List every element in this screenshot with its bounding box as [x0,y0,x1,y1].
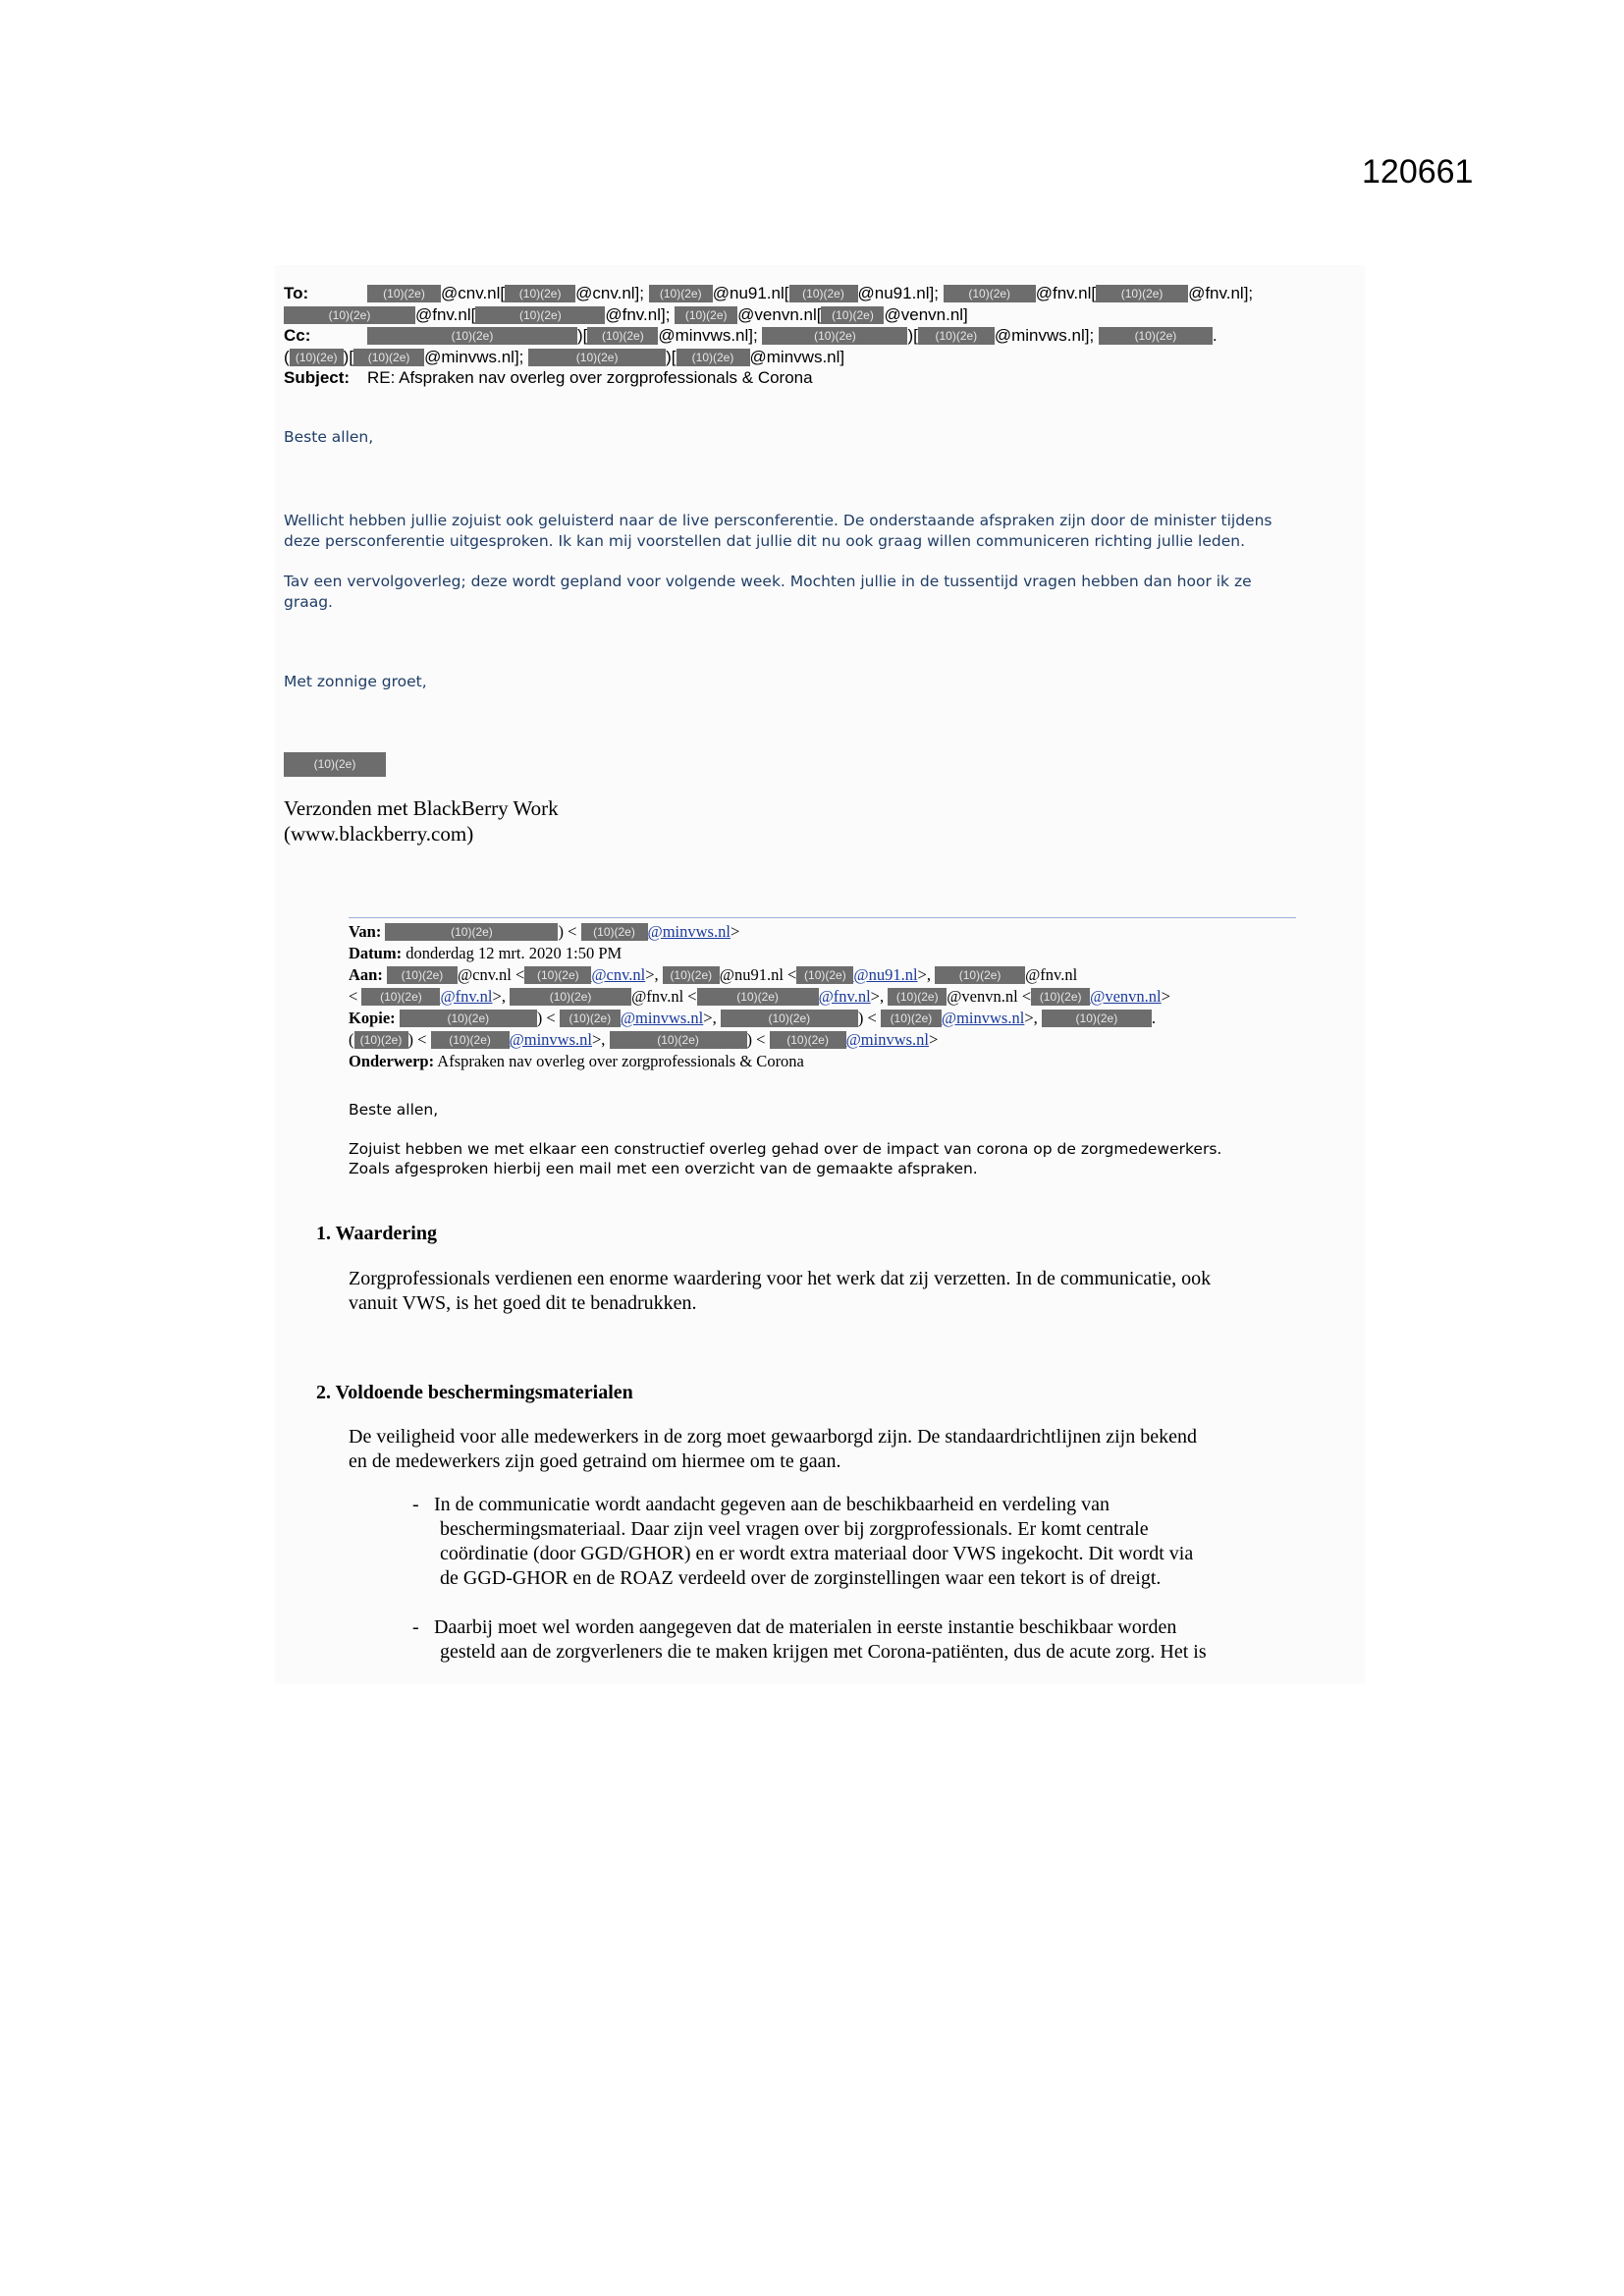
kopie-label: Kopie: [349,1009,396,1027]
section-paragraph-beschermingsmaterialen [349,1425,1311,1474]
redaction: (10)(2e) [524,966,591,984]
redaction: (10)(2e) [400,1010,537,1027]
text-line: Daarbij moet wel worden aangegeven dat de materialen in eerste instantie beschikbaar worden [434,1616,1177,1638]
to-label: To: [284,284,309,302]
email-domain: @venvn.nl[ [737,304,822,324]
redaction: (10)(2e) [944,285,1036,302]
email-link[interactable]: @minvws.nl [509,1030,592,1049]
redaction: (10)(2e) [431,1031,510,1049]
redaction: (10)(2e) [610,1031,747,1049]
datum-text: donderdag 12 mrt. 2020 1:50 PM [406,944,623,962]
email-domain: @fnv.nl [1025,965,1078,984]
redaction: (10)(2e) [721,1010,858,1027]
reply-header [284,283,1344,389]
section-heading-beschermingsmaterialen: 2. Voldoende beschermingsmaterialen [316,1382,633,1403]
document-number: 120661 [1362,153,1474,191]
cc-row-continued: ( (10)(2e) )[ (10)(2e) @minvws.nl]; (10)(2e) )[ (10)(2e) @minvws.nl] [284,347,845,366]
van-label: Van: [349,922,382,941]
onderwerp-row [349,1051,1311,1072]
redaction: (10)(2e) [881,1010,942,1027]
datum-label: Datum: [349,944,403,962]
email-domain: @cnv.nl[ [441,284,506,302]
redaction: (10)(2e) [697,988,819,1006]
aan-row-continued: < (10)(2e) @fnv.nl>, (10)(2e) @fnv.nl < (10)(2e) @fnv.nl>, (10)(2e) @venvn.nl < (10)(2e) @venvn.nl> [349,987,1170,1006]
reply-greeting: Beste allen, [284,428,374,446]
redaction: (10)(2e) [675,306,737,324]
redaction: (10)(2e) [505,285,575,302]
email-domain: @fnv.nl]; [605,304,671,324]
text-line: vanuit VWS, is het goed dit te benadrukken. [349,1292,697,1314]
redaction: (10)(2e) [1031,988,1090,1006]
email-link[interactable]: @fnv.nl [440,987,493,1006]
text-line: (www.blackberry.com) [284,822,474,846]
redaction: (10)(2e) [560,1010,621,1027]
reply-paragraph-2 [284,572,1344,612]
email-link[interactable]: @fnv.nl [818,987,871,1006]
redaction: (10)(2e) [918,327,995,345]
email-link[interactable]: @cnv.nl [591,965,646,984]
redaction: (10)(2e) [587,327,658,345]
redaction: (10)(2e) [387,966,458,984]
bullet-item [412,1615,1276,1665]
signature-redaction: (10)(2e) [284,752,386,777]
text-line: De veiligheid voor alle medewerkers in de zorg moet gewaarborgd zijn. De standaardrichtlijnen zijn bekend [349,1426,1197,1448]
redaction: (10)(2e) [290,349,344,366]
onderwerp-text: Afspraken nav overleg over zorgprofessionals & Corona [437,1052,804,1070]
email-domain: @venvn.nl] [884,304,968,324]
text-line: Wellicht hebben jullie zojuist ook geluisterd naar de live persconferentie. De onderstaande afspraken zijn door de minister tijdens [284,512,1272,529]
redaction: (10)(2e) [796,966,853,984]
to-row-continued [284,304,1344,326]
email-link[interactable]: @venvn.nl [1090,987,1162,1006]
redaction: (10)(2e) [935,966,1025,984]
datum-row [349,943,1311,964]
redaction: (10)(2e) [1096,285,1188,302]
redaction: (10)(2e) [284,306,415,324]
redaction: (10)(2e) [581,923,648,941]
van-row: Van: (10)(2e) ) < (10)(2e) @minvws.nl> [349,922,740,941]
dash-bullet: - [412,1494,419,1515]
redaction: (10)(2e) [528,349,666,366]
redaction: (10)(2e) [770,1031,846,1049]
text-line: Zorgprofessionals verdienen een enorme waardering voor het werk dat zij verzetten. In de communicatie, ook [349,1268,1212,1289]
aan-label: Aan: [349,965,383,984]
redaction: (10)(2e) [888,988,947,1006]
reply-paragraph-1 [284,511,1344,551]
text-line: Verzonden met BlackBerry Work [284,796,559,820]
email-link[interactable]: @minvws.nl [620,1009,704,1027]
text-line: In de communicatie wordt aandacht gegeven aan de beschikbaarheid en verdeling van [434,1494,1110,1515]
text-line: gesteld aan de zorgverleners die te maken krijgen met Corona-patiënten, dus de acute zorg. Het is [440,1641,1207,1663]
subject-text: RE: Afspraken nav overleg over zorgprofessionals & Corona [367,368,813,387]
aan-row: Aan: (10)(2e) @cnv.nl < (10)(2e) @cnv.nl>, (10)(2e) @nu91.nl < (10)(2e) @nu91.nl>, (10)(2e) @fnv.nl [349,965,1078,984]
redaction: (10)(2e) [677,349,750,366]
redaction: (10)(2e) [663,966,720,984]
email-domain: @nu91.nl[ [712,284,789,302]
redaction: (10)(2e) [354,1031,408,1049]
reply-closing: Met zonnige groet, [284,673,427,690]
forwarded-intro [349,1139,1311,1178]
redaction: (10)(2e) [385,923,558,941]
text-line: en de medewerkers zijn goed getraind om hiermee om te gaan. [349,1450,841,1472]
redaction: (10)(2e) [821,306,884,324]
email-domain: @minvws.nl] [749,347,845,366]
text-line: de GGD-GHOR en de ROAZ verdeeld over de zorginstellingen waar een tekort is of dreigt. [440,1567,1162,1589]
onderwerp-label: Onderwerp: [349,1052,435,1070]
email-link[interactable]: @nu91.nl [853,965,918,984]
email-link[interactable]: @minvws.nl [941,1009,1025,1027]
redaction: (10)(2e) [367,285,441,302]
forwarded-header [349,921,1311,1072]
separator-line [349,917,1296,918]
email-domain: @fnv.nl[ [415,304,476,324]
section-heading-waardering: 1. Waardering [316,1223,437,1244]
email-domain: @venvn.nl < [947,987,1032,1006]
redaction: (10)(2e) [789,285,858,302]
redaction: (10)(2e) [1042,1010,1152,1027]
cc-label: Cc: [284,326,311,345]
forwarded-greeting: Beste allen, [349,1101,439,1119]
kopie-row: Kopie: (10)(2e) ) < (10)(2e) @minvws.nl>, (10)(2e) ) < (10)(2e) @minvws.nl>, (10)(2e) . [349,1009,1157,1027]
cc-row: Cc: (10)(2e) )[ (10)(2e) @minvws.nl]; (10)(2e) )[ (10)(2e) @minvws.nl]; (10)(2e) . [284,326,1218,345]
email-domain: @fnv.nl]; [1188,284,1254,302]
text-line: Tav een vervolgoverleg; deze wordt gepland voor volgende week. Mochten jullie in de tussentijd vragen hebben dan hoor ik ze [284,573,1252,590]
redaction: (10)(2e) [475,306,605,324]
redaction: (10)(2e) [367,327,577,345]
text-line: graag. [284,592,333,611]
subject-row [284,367,1344,389]
redaction: (10)(2e) [762,327,907,345]
text-line: beschermingsmateriaal. Daar zijn veel vragen over bij zorgprofessionals. Er komt centrale [440,1518,1149,1540]
subject-label: Subject: [284,368,351,387]
email-domain: @cnv.nl < [457,965,525,984]
redaction: (10)(2e) [510,988,631,1006]
redaction: (10)(2e) [1099,327,1213,345]
email-domain: @minvws.nl]; [658,326,758,345]
redaction: (10)(2e) [361,988,440,1006]
email-domain: @minvws.nl]; [424,347,524,366]
kopie-row-continued: ( (10)(2e) ) < (10)(2e) @minvws.nl>, (10)(2e) ) < (10)(2e) @minvws.nl> [349,1030,939,1049]
redaction: (10)(2e) [353,349,424,366]
email-domain: @minvws.nl]; [994,326,1095,345]
email-domain: @nu91.nl]; [857,284,939,302]
text-line: Zoals afgesproken hierbij een mail met een overzicht van de gemaakte afspraken. [349,1160,978,1177]
email-domain: @fnv.nl < [631,987,697,1006]
bullet-item [412,1493,1276,1591]
email-domain: @nu91.nl < [719,965,797,984]
to-row [284,283,1344,304]
text-line: Zojuist hebben we met elkaar een constructief overleg gehad over de impact van corona op de zorgmedewerkers. [349,1140,1222,1158]
text-line: deze persconferentie uitgesproken. Ik kan mij voorstellen dat jullie dit nu ook graag willen communiceren richting jullie leden. [284,531,1245,550]
email-link[interactable]: @minvws.nl [845,1030,930,1049]
email-domain: @fnv.nl[ [1035,284,1097,302]
section-paragraph-waardering [349,1267,1311,1316]
sent-with-note [284,795,559,847]
redaction: (10)(2e) [649,285,713,302]
text-line: coördinatie (door GGD/GHOR) en er wordt extra materiaal door VWS ingekocht. Dit wordt via [440,1543,1194,1564]
dash-bullet: - [412,1616,419,1638]
email-link[interactable]: @minvws.nl [647,922,731,941]
email-domain: @cnv.nl]; [575,284,644,302]
